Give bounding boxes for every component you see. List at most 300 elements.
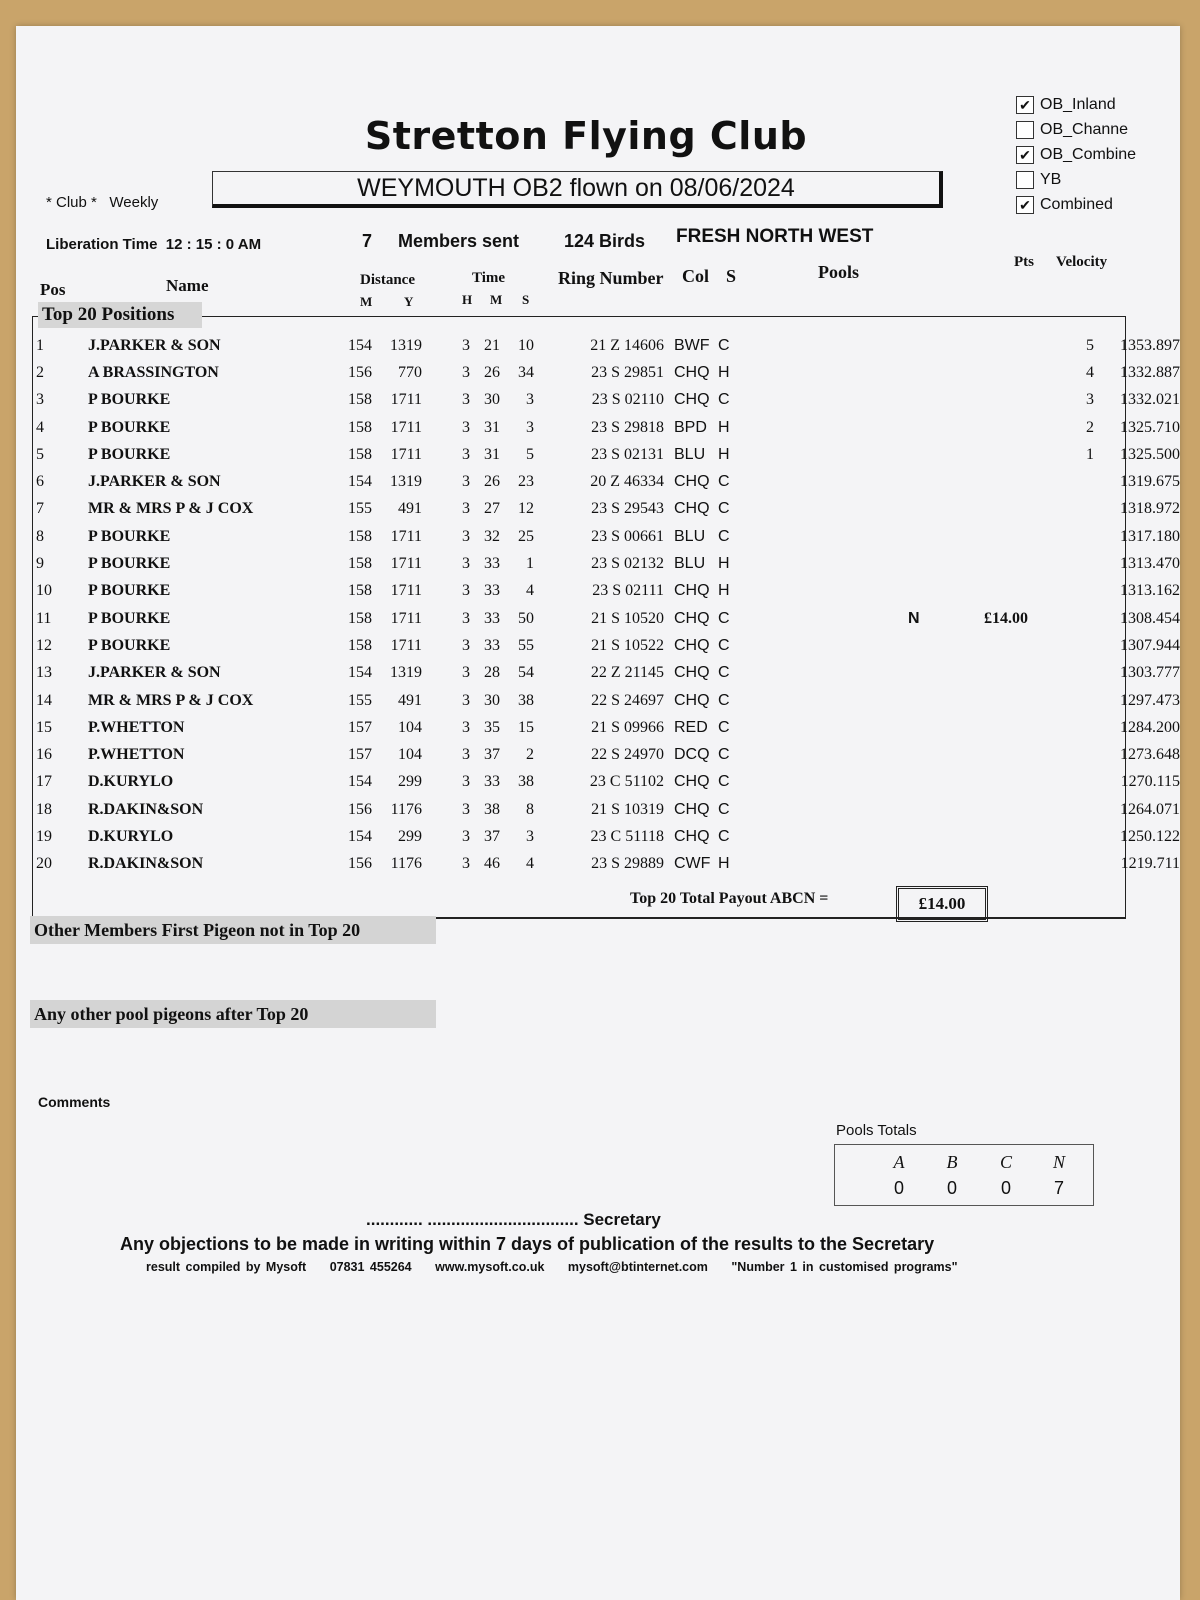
cell-amount [948, 687, 1028, 714]
cell-pool [908, 578, 948, 605]
cell-y: 1711 [390, 391, 422, 409]
liberation-label: Liberation Time [46, 236, 158, 253]
table-row [36, 741, 1180, 768]
checkbox-label: OB_Inland [1040, 96, 1116, 113]
cell-m: 156 [348, 363, 372, 381]
cell-col: CHQ [674, 582, 710, 600]
cell-pool [908, 823, 948, 850]
cell-y: 299 [398, 773, 422, 791]
pool-letter: C [999, 1152, 1012, 1172]
header-pos: Pos [40, 280, 66, 299]
cell-pos: 12 [36, 636, 52, 654]
table-row [36, 687, 1180, 714]
cell-m: 155 [348, 691, 372, 709]
cell-pts [1028, 741, 1094, 768]
cell-s: 2 [526, 746, 534, 764]
cell-s: 3 [526, 827, 534, 845]
cell-name: R.DAKIN&SON [88, 800, 204, 818]
cell-pos: 16 [36, 746, 52, 764]
cell-name: MR & MRS P & J COX [88, 691, 254, 709]
cell-pos: 3 [36, 391, 44, 409]
cell-pts [1028, 605, 1094, 632]
cell-s: 23 [518, 473, 534, 491]
cell-y: 1711 [390, 609, 422, 627]
cell-h: 3 [462, 336, 470, 354]
cell-amount [948, 414, 1028, 441]
cell-y: 491 [398, 500, 422, 518]
cell-vel: 1250.122 [1120, 827, 1180, 845]
cell-amount [948, 441, 1028, 468]
header-time-m: M [490, 292, 503, 307]
table-row [36, 632, 1180, 659]
cell-mi: 26 [484, 363, 500, 381]
cell-pool [908, 468, 948, 495]
table-row [36, 660, 1180, 687]
cell-y: 1319 [390, 336, 422, 354]
pool-value: 0 [946, 1178, 957, 1198]
cell-y: 1711 [390, 555, 422, 573]
cell-y: 770 [398, 363, 422, 381]
liberation-time [46, 236, 261, 253]
cell-amount [948, 332, 1028, 359]
cell-m: 154 [348, 773, 372, 791]
cell-sex: H [718, 582, 730, 600]
cell-pts [1028, 796, 1094, 823]
pool-value: 7 [1053, 1178, 1064, 1198]
cell-col: CHQ [674, 664, 710, 682]
cell-m: 158 [348, 445, 372, 463]
cell-sex: C [718, 746, 730, 764]
cell-amount [948, 851, 1028, 878]
cell-col: BPD [674, 418, 707, 436]
cell-s: 54 [518, 664, 534, 682]
cell-vel: 1307.944 [1120, 636, 1180, 654]
cell-mi: 30 [484, 391, 500, 409]
cell-y: 1711 [390, 636, 422, 654]
cell-ring: 21 S 10319 [591, 800, 664, 818]
cell-name: P.WHETTON [88, 718, 185, 736]
period-label: Weekly [109, 194, 159, 211]
cell-vel: 1332.887 [1120, 363, 1180, 381]
cell-ring: 22 S 24970 [591, 746, 664, 764]
results-sheet [16, 26, 1180, 1600]
cell-amount [948, 578, 1028, 605]
cell-vel: 1319.675 [1120, 473, 1180, 491]
checkmark-icon[interactable]: ✔ [1016, 146, 1034, 164]
cell-sex: C [718, 473, 730, 491]
cell-vel: 1303.777 [1120, 664, 1180, 682]
cell-pos: 13 [36, 664, 52, 682]
cell-h: 3 [462, 746, 470, 764]
members-count: 7 [362, 231, 373, 251]
cell-pts: 4 [1086, 363, 1094, 381]
liberation-value: 12 : 15 : 0 AM [165, 236, 262, 253]
checkmark-icon[interactable]: ✔ [1016, 196, 1034, 214]
payout-total: £14.00 [896, 886, 988, 922]
empty-checkbox-icon[interactable] [1016, 121, 1034, 139]
table-row [36, 496, 1180, 523]
cell-mi: 33 [484, 636, 500, 654]
cell-pos: 8 [36, 527, 44, 545]
cell-m: 157 [348, 718, 372, 736]
footer-phone: 07831 455264 [329, 1260, 412, 1274]
cell-s: 3 [526, 391, 534, 409]
cell-vel: 1325.500 [1120, 445, 1180, 463]
cell-pts [1028, 769, 1094, 796]
cell-mi: 38 [484, 800, 500, 818]
cell-col: BLU [674, 445, 706, 463]
cell-mi: 27 [484, 500, 500, 518]
cell-mi: 33 [484, 582, 500, 600]
pools-totals-box [834, 1144, 1094, 1206]
cell-pts [1028, 523, 1094, 550]
other-pool-label: Any other pool pigeons after Top 20 [30, 1000, 436, 1028]
header-dist-y: Y [404, 294, 414, 309]
cell-col: CWF [674, 855, 711, 873]
cell-vel: 1284.200 [1120, 718, 1180, 736]
cell-name: J.PARKER & SON [88, 473, 221, 491]
cell-s: 1 [526, 555, 534, 573]
cell-h: 3 [462, 855, 470, 873]
cell-sex: C [718, 391, 730, 409]
cell-y: 1319 [390, 664, 422, 682]
cell-pts [1028, 851, 1094, 878]
empty-checkbox-icon[interactable] [1016, 171, 1034, 189]
cell-col: CHQ [674, 636, 710, 654]
club-type [46, 194, 158, 211]
checkbox-label: YB [1040, 171, 1062, 188]
cell-m: 158 [348, 582, 372, 600]
cell-h: 3 [462, 473, 470, 491]
cell-name: P BOURKE [88, 609, 171, 627]
cell-ring: 21 S 09966 [591, 718, 664, 736]
checkmark-icon[interactable]: ✔ [1016, 96, 1034, 114]
cell-amount [948, 468, 1028, 495]
cell-pool [908, 387, 948, 414]
cell-pool: N [908, 609, 920, 627]
header-dist-m: M [360, 294, 373, 309]
cell-vel: 1219.711 [1120, 855, 1180, 873]
cell-name: D.KURYLO [88, 827, 174, 845]
cell-sex: C [718, 718, 730, 736]
cell-m: 156 [348, 800, 372, 818]
cell-name: J.PARKER & SON [88, 336, 221, 354]
cell-mi: 46 [484, 855, 500, 873]
cell-s: 38 [518, 691, 534, 709]
objections-note: Any objections to be made in writing within 7 days of publication of the results to the Secretary [120, 1234, 935, 1254]
cell-sex: H [718, 445, 730, 463]
footer-compiled: result compiled by Mysoft [146, 1260, 307, 1274]
footer-web: www.mysoft.co.uk [435, 1260, 545, 1274]
cell-y: 104 [398, 746, 422, 764]
cell-mi: 37 [484, 746, 500, 764]
cell-ring: 23 S 29851 [591, 363, 664, 381]
cell-pool [908, 523, 948, 550]
cell-vel: 1332.021 [1120, 391, 1180, 409]
cell-pts [1028, 550, 1094, 577]
cell-y: 1176 [390, 855, 422, 873]
cell-pos: 17 [36, 773, 52, 791]
cell-ring: 23 C 51118 [590, 827, 664, 845]
checkbox-label: OB_Channe [1040, 121, 1129, 138]
cell-s: 10 [518, 336, 534, 354]
cell-amount [948, 496, 1028, 523]
cell-sex: C [718, 800, 730, 818]
footer-slogan: "Number 1 in customised programs" [731, 1260, 958, 1274]
cell-mi: 30 [484, 691, 500, 709]
cell-ring: 21 Z 14606 [590, 336, 664, 354]
cell-m: 154 [348, 664, 372, 682]
header-time: Time [472, 270, 506, 286]
cell-sex: C [718, 527, 730, 545]
cell-pts [1028, 823, 1094, 850]
cell-amount [948, 769, 1028, 796]
footer-email: mysoft@btinternet.com [567, 1260, 708, 1274]
cell-amount [948, 632, 1028, 659]
club-label: * Club * [46, 194, 97, 211]
category-checkboxes [1016, 92, 1136, 217]
cell-mi: 33 [484, 609, 500, 627]
pool-value: 0 [893, 1178, 904, 1198]
cell-pts: 3 [1086, 391, 1094, 409]
cell-pts [1028, 578, 1094, 605]
table-row [36, 796, 1180, 823]
cell-y: 1319 [390, 473, 422, 491]
cell-pos: 15 [36, 718, 52, 736]
table-row [36, 578, 1180, 605]
cell-y: 104 [398, 718, 422, 736]
cell-y: 491 [398, 691, 422, 709]
cell-s: 3 [526, 418, 534, 436]
cell-m: 154 [348, 473, 372, 491]
cell-vel: 1325.710 [1120, 418, 1180, 436]
cell-mi: 37 [484, 827, 500, 845]
cell-ring: 20 Z 46334 [590, 473, 664, 491]
cell-ring: 23 S 02110 [591, 391, 664, 409]
table-row [36, 359, 1180, 386]
cell-m: 158 [348, 636, 372, 654]
cell-vel: 1318.972 [1120, 500, 1180, 518]
cell-sex: C [718, 336, 730, 354]
cell-m: 158 [348, 609, 372, 627]
cell-amount [948, 741, 1028, 768]
table-row [36, 441, 1180, 468]
cell-y: 1711 [390, 582, 422, 600]
cell-h: 3 [462, 636, 470, 654]
cell-s: 8 [526, 800, 534, 818]
cell-name: A BRASSINGTON [88, 363, 219, 381]
cell-pts [1028, 687, 1094, 714]
race-title: WEYMOUTH OB2 flown on 08/06/2024 [212, 171, 943, 208]
cell-ring: 22 S 24697 [591, 691, 664, 709]
cell-pos: 6 [36, 473, 44, 491]
cell-name: R.DAKIN&SON [88, 855, 204, 873]
cell-sex: H [718, 855, 730, 873]
cell-pos: 19 [36, 827, 52, 845]
header-time-s: S [522, 292, 530, 307]
header-pools: Pools [818, 262, 860, 282]
cell-ring: 23 C 51102 [589, 773, 664, 791]
header-velocity: Velocity [1056, 254, 1108, 270]
cell-pool [908, 660, 948, 687]
cell-pool [908, 359, 948, 386]
cell-name: P BOURKE [88, 445, 171, 463]
cell-mi: 28 [484, 664, 500, 682]
cell-sex: C [718, 636, 730, 654]
cell-h: 3 [462, 773, 470, 791]
cell-pts [1028, 632, 1094, 659]
header-ring: Ring Number [558, 268, 664, 288]
cell-name: J.PARKER & SON [88, 664, 221, 682]
table-row [36, 823, 1180, 850]
cell-sex: H [718, 418, 730, 436]
cell-pool [908, 796, 948, 823]
cell-s: 5 [526, 445, 534, 463]
pool-letter: N [1052, 1152, 1065, 1172]
cell-m: 154 [348, 827, 372, 845]
cell-h: 3 [462, 827, 470, 845]
cell-mi: 33 [484, 773, 500, 791]
cell-vel: 1313.470 [1120, 555, 1180, 573]
cell-ring: 23 S 00661 [591, 527, 664, 545]
cell-col: CHQ [674, 609, 710, 627]
cell-pos: 18 [36, 800, 52, 818]
cell-pos: 9 [36, 555, 44, 573]
cell-ring: 23 S 02131 [591, 445, 664, 463]
header-pts: Pts [1014, 254, 1034, 270]
cell-pos: 10 [36, 582, 52, 600]
cell-s: 50 [518, 609, 534, 627]
cell-sex: C [718, 827, 730, 845]
cell-sex: C [718, 773, 730, 791]
cell-mi: 21 [484, 336, 500, 354]
members-label: Members sent [398, 231, 520, 251]
cell-pts [1028, 714, 1094, 741]
cell-mi: 26 [484, 473, 500, 491]
cell-m: 158 [348, 527, 372, 545]
cell-col: CHQ [674, 473, 710, 491]
cell-h: 3 [462, 445, 470, 463]
cell-col: BLU [674, 527, 706, 545]
cell-amount [948, 523, 1028, 550]
table-row [36, 851, 1180, 878]
cell-name: P BOURKE [88, 636, 171, 654]
cell-name: P.WHETTON [88, 746, 185, 764]
pool-value: 0 [1000, 1178, 1011, 1198]
cell-amount [948, 796, 1028, 823]
cell-y: 1176 [390, 800, 422, 818]
cell-h: 3 [462, 527, 470, 545]
secretary-line: ............ ................................ Secretary [366, 1210, 661, 1229]
cell-col: CHQ [674, 773, 710, 791]
cell-vel: 1308.454 [1120, 609, 1180, 627]
cell-name: MR & MRS P & J COX [88, 500, 254, 518]
cell-s: 25 [518, 527, 534, 545]
cell-h: 3 [462, 609, 470, 627]
table-row [36, 605, 1180, 632]
header-col: Col [682, 266, 709, 286]
cell-col: BWF [674, 336, 710, 354]
cell-m: 155 [348, 500, 372, 518]
cell-pos: 2 [36, 363, 44, 381]
top20-label: Top 20 Positions [38, 302, 202, 328]
birds-count: 124 Birds [564, 231, 646, 251]
cell-ring: 23 S 29543 [591, 500, 664, 518]
cell-s: 4 [526, 582, 534, 600]
cell-sex: C [718, 664, 730, 682]
cell-pts [1028, 468, 1094, 495]
cell-vel: 1353.897 [1120, 336, 1180, 354]
cell-h: 3 [462, 691, 470, 709]
cell-ring: 22 Z 21145 [590, 664, 664, 682]
cell-m: 157 [348, 746, 372, 764]
table-row [36, 523, 1180, 550]
cell-mi: 32 [484, 527, 500, 545]
checkbox-label: Combined [1040, 196, 1113, 213]
comments-label: Comments [38, 1094, 111, 1110]
cell-col: CHQ [674, 363, 710, 381]
checkbox-row [1016, 92, 1136, 117]
cell-name: P BOURKE [88, 391, 171, 409]
cell-pool [908, 769, 948, 796]
footer [146, 1260, 976, 1274]
club-title: Stretton Flying Club [364, 114, 808, 158]
cell-m: 156 [348, 855, 372, 873]
cell-sex: C [718, 500, 730, 518]
cell-pool [908, 741, 948, 768]
cell-col: DCQ [674, 746, 710, 764]
cell-ring: 23 S 29889 [591, 855, 664, 873]
cell-col: CHQ [674, 800, 710, 818]
cell-pts [1028, 496, 1094, 523]
cell-pool [908, 496, 948, 523]
table-row [36, 332, 1180, 359]
header-sex: S [726, 266, 737, 286]
cell-amount [948, 823, 1028, 850]
cell-amount [948, 550, 1028, 577]
cell-vel: 1297.473 [1120, 691, 1180, 709]
cell-h: 3 [462, 391, 470, 409]
table-row [36, 414, 1180, 441]
cell-pos: 20 [36, 855, 52, 873]
pool-letter: B [946, 1152, 958, 1172]
cell-col: CHQ [674, 500, 710, 518]
checkbox-row [1016, 142, 1136, 167]
cell-m: 158 [348, 418, 372, 436]
cell-mi: 33 [484, 555, 500, 573]
cell-col: CHQ [674, 691, 710, 709]
wind-condition: FRESH NORTH WEST [676, 226, 874, 247]
cell-amount [948, 714, 1028, 741]
cell-sex: C [718, 609, 730, 627]
cell-y: 1711 [390, 418, 422, 436]
table-row [36, 714, 1180, 741]
cell-pool [908, 632, 948, 659]
cell-col: CHQ [674, 827, 710, 845]
checkbox-row [1016, 117, 1136, 142]
cell-col: BLU [674, 555, 706, 573]
cell-name: D.KURYLO [88, 773, 174, 791]
cell-name: P BOURKE [88, 527, 171, 545]
cell-pool [908, 414, 948, 441]
cell-h: 3 [462, 664, 470, 682]
cell-h: 3 [462, 718, 470, 736]
cell-vel: 1273.648 [1120, 746, 1180, 764]
pool-letter: A [893, 1152, 905, 1172]
cell-s: 15 [518, 718, 534, 736]
cell-h: 3 [462, 500, 470, 518]
cell-pts: 2 [1086, 418, 1094, 436]
